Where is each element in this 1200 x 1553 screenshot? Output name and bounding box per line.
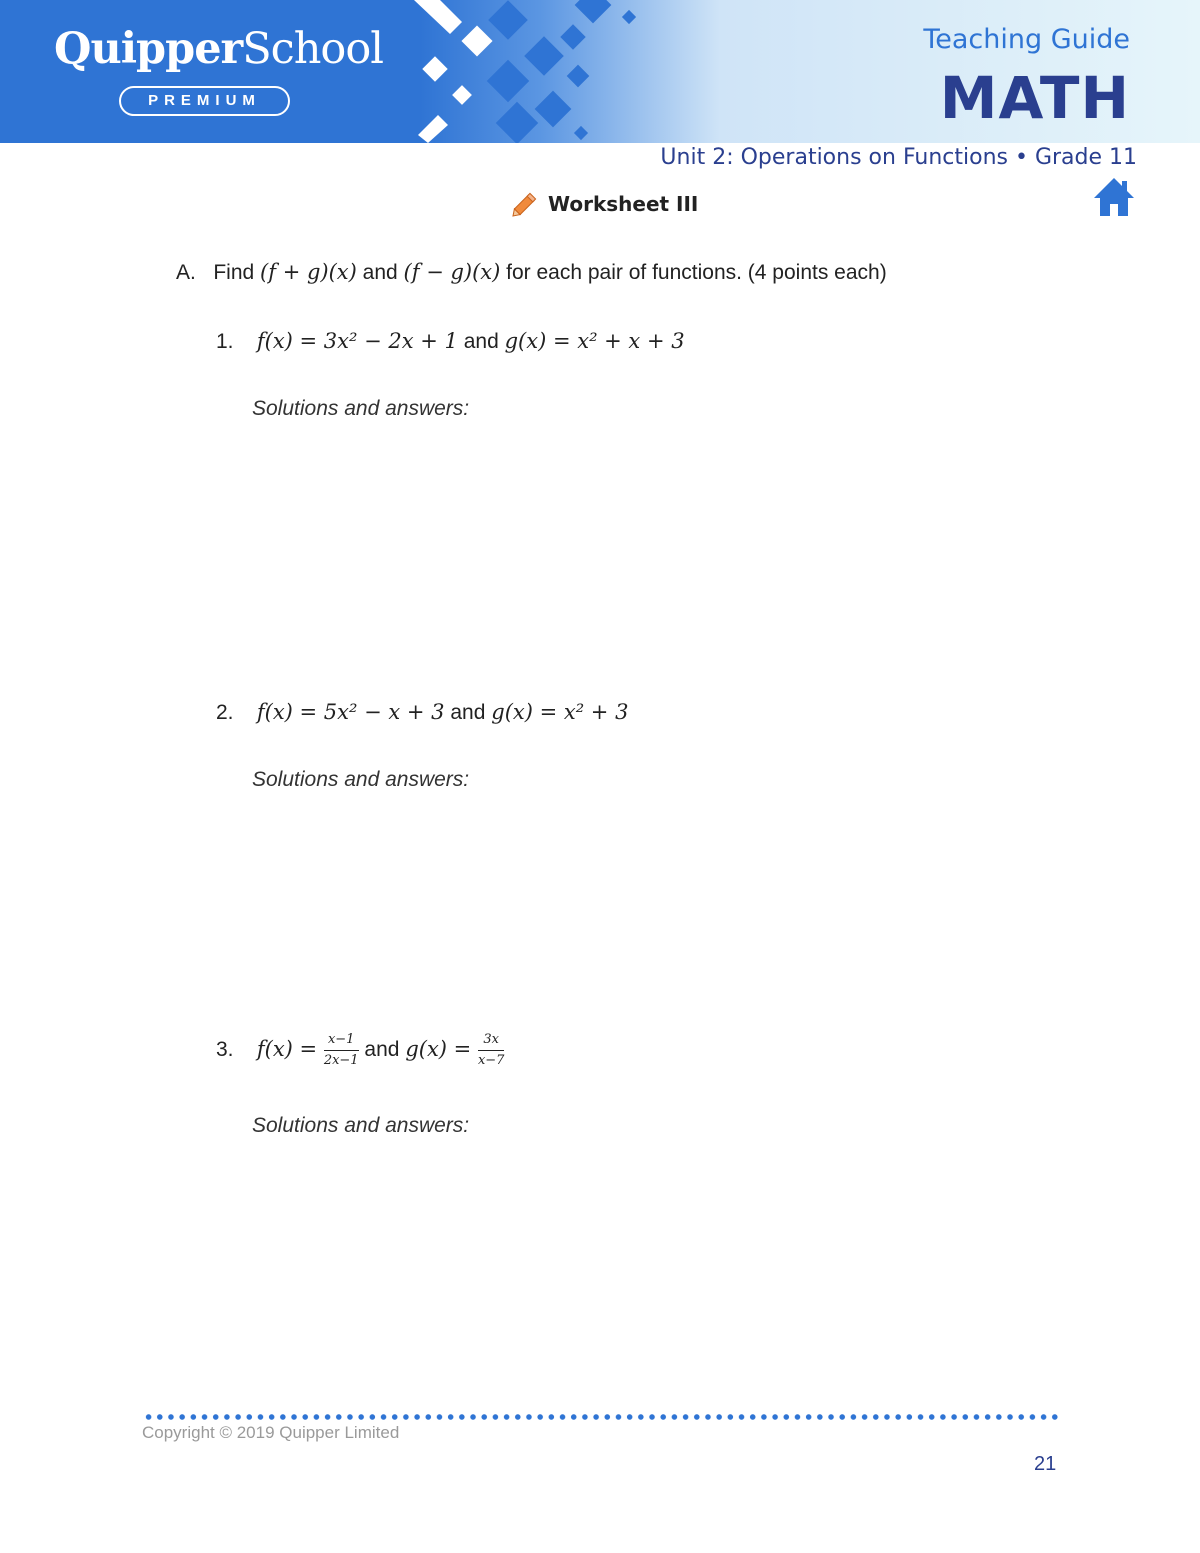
worksheet-heading	[510, 184, 698, 224]
problem-3: 3. f(x) = $\frac{x-1}{2x-1}$ and g(x) = $\frac{3x}{x-7}$	[216, 1032, 505, 1068]
worksheet-label: Worksheet III	[548, 192, 699, 216]
section-a-instruction: A. Find (f + g)(x) and (f − g)(x) for each pair of functions. (4 points each)	[176, 260, 887, 284]
home-icon[interactable]	[1092, 176, 1136, 218]
solution-label-3: Solutions and answers:	[252, 1114, 470, 1137]
guide-title: Teaching Guide	[923, 24, 1130, 55]
page-header	[0, 0, 1200, 143]
solution-label-2: Solutions and answers:	[252, 768, 470, 791]
problem-2: 2. f(x) = 5x² − x + 3 and g(x) = x² + 3	[216, 700, 629, 724]
problem-1: 1. f(x) = 3x² − 2x + 1 and g(x) = x² + x + 3	[216, 329, 685, 353]
unit-title: Unit 2: Operations on Functions • Grade 11	[660, 145, 1137, 170]
page-number: 21	[1034, 1453, 1057, 1475]
footer-divider	[143, 1413, 1058, 1421]
fraction-f: $\frac{x-1}{2x-1}$	[323, 1032, 359, 1068]
quipper-school-logo: QuipperSchool	[54, 24, 383, 74]
solution-label-1: Solutions and answers:	[252, 397, 470, 420]
copyright: Copyright © 2019 Quipper Limited	[142, 1423, 400, 1442]
premium-badge: PREMIUM	[119, 86, 290, 116]
pencil-icon	[510, 189, 540, 219]
subject-title: MATH	[939, 64, 1130, 132]
fraction-g: $\frac{3x}{x-7}$	[477, 1032, 505, 1068]
